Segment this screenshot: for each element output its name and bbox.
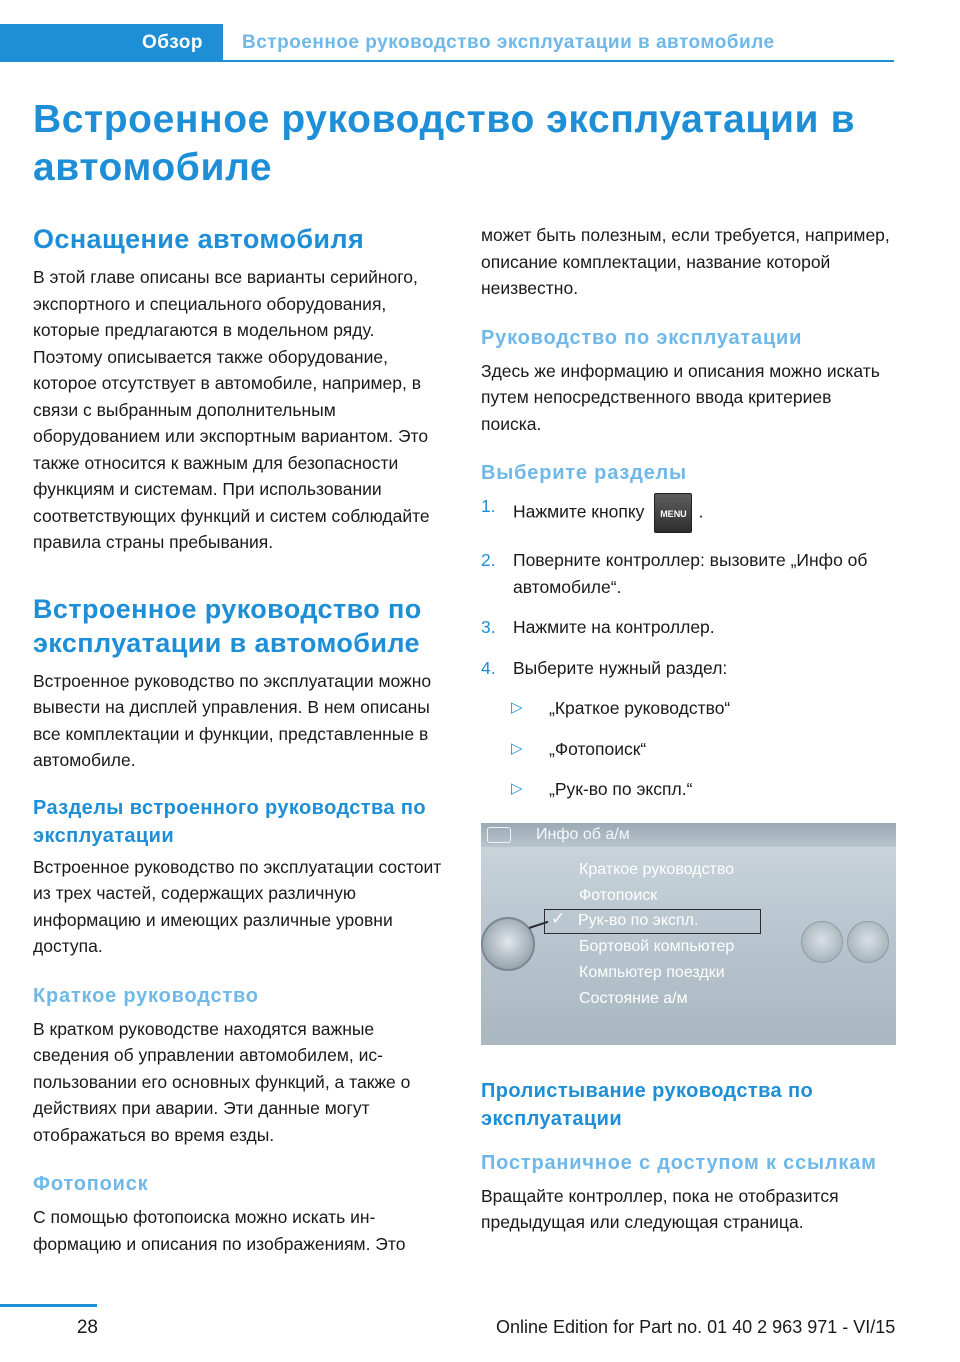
footer-divider xyxy=(0,1304,97,1307)
idrive-screen-image xyxy=(481,823,896,1045)
sub-item xyxy=(481,776,896,803)
header-divider xyxy=(223,60,894,62)
right-column xyxy=(481,222,896,1236)
screen-menu xyxy=(579,857,761,1012)
section-tab-overview: Обзор xyxy=(0,24,223,62)
section-title-quick-guide: Краткое руководство xyxy=(33,984,259,1007)
continued-text: может быть полезным, если требуется, например, описание комплектации, название которой неизвестно. xyxy=(481,225,890,298)
step-text: Поверните контроллер: вызовите „Инфо об автомобиле“. xyxy=(513,550,868,597)
step-text: Выберите нужный раздел: xyxy=(513,657,728,678)
triangle-bullet-icon: ▷ xyxy=(511,739,523,757)
step-text-end: . xyxy=(698,501,704,522)
sub-item xyxy=(481,736,896,763)
section-text-quick-guide: В кратком руководстве находятся важные сведения об управлении автомобилем, использовании его основных функций, а также о действиях при аварии. Эти данные могут отображаться во время езды. xyxy=(33,1018,411,1145)
sub-item-text: „Фотопоиск“ xyxy=(549,738,647,759)
section-title-owners-manual: Руководство по эксплуатации xyxy=(481,326,803,349)
sub-items-list xyxy=(481,695,896,803)
screen-menu-item-selected: Рук-во по экспл. xyxy=(544,909,761,934)
section-text-photo-search: С помощью фотопоиска можно искать информацию и описания по изображениям. Это xyxy=(33,1207,406,1254)
section-text-onboard-manual: Встроенное руководство по эксплуатации можно вывести на дисплей управления. В нем описаны все комплектации и функции, представленные в автомобиле. xyxy=(33,670,432,770)
settings-icon xyxy=(847,921,889,963)
screen-title: Инфо об а/м xyxy=(536,825,630,843)
breadcrumb: Встроенное руководство эксплуатации в автомобиле xyxy=(242,32,775,53)
step-number: 4. xyxy=(481,657,496,678)
step-text: Нажмите на контроллер. xyxy=(513,617,715,637)
sub-item-text: „Краткое руководство“ xyxy=(549,698,731,718)
section-text-equipment: В этой главе описаны все варианты серийного, экспортного и специального оборудования, которые предлагаются в модельном ряду. Поэтому описывается также оборудование, которое отсутствует в автомобиле, например, в связи с выбранным дополнительным оборудованием или экспортным вариантом. Это также относится к важным для безопасности функциям и системам. При использовании соответствующих функций и систем соблюдайте правила страны пребывания. xyxy=(33,267,430,552)
step-text: Нажмите кнопку xyxy=(513,501,645,522)
car-info-icon xyxy=(487,827,511,843)
step-item xyxy=(481,614,896,641)
manual-icon xyxy=(801,921,843,963)
section-title-select-sections: Выберите разделы xyxy=(481,462,687,484)
footer-edition: Online Edition for Part no. 01 40 2 963 971 - VI/15 xyxy=(496,1317,896,1337)
controller-knob-icon xyxy=(481,917,535,971)
sub-item xyxy=(481,695,896,722)
step-number: 3. xyxy=(481,617,496,637)
section-title-manual-parts: Разделы встроенного руководства по эксплуатации xyxy=(33,796,427,847)
section-title-scrolling: Пролистывание руководства по эксплуатации xyxy=(481,1079,814,1130)
section-text-owners-manual: Здесь же информацию и описания можно искать путем непосредственного ввода критериев поиска. xyxy=(481,360,880,434)
section-title-page-links: Постраничное с доступом к ссылкам xyxy=(481,1151,877,1174)
page-title: Встроенное руководство эксплуатации в автомобиле xyxy=(33,98,856,189)
section-text-page-links: Вращайте контроллер, пока не отобразится предыдущая или следующая страница. xyxy=(481,1185,839,1232)
steps-list xyxy=(481,493,896,681)
step-item xyxy=(481,493,896,533)
page-number: 28 xyxy=(76,1317,98,1338)
screen-menu-item: Компьютер поездки xyxy=(579,963,725,981)
section-title-photo-search: Фотопоиск xyxy=(33,1173,149,1195)
triangle-bullet-icon: ▷ xyxy=(511,780,523,797)
step-item xyxy=(481,547,896,600)
step-number: 2. xyxy=(481,550,496,570)
screen-header xyxy=(481,823,896,847)
section-title-onboard-manual: Встроенное руководство по эксплуатации в автомобиле xyxy=(33,593,422,658)
screen-menu-item: Бортовой компьютер xyxy=(579,937,735,955)
sub-item-text: „Рук-во по экспл.“ xyxy=(549,779,693,799)
left-column xyxy=(33,222,448,1257)
menu-button-icon: MENU xyxy=(654,493,692,533)
section-title-equipment: Оснащение автомобиля xyxy=(33,224,365,254)
step-number: 1. xyxy=(481,496,496,516)
checkmark-icon: ✓ xyxy=(551,908,566,928)
triangle-bullet-icon: ▷ xyxy=(511,699,523,716)
step-item xyxy=(481,655,896,682)
section-text-manual-parts: Встроенное руководство по эксплуатации состоит из трех частей, содержащих различную информацию и имеющих различные уровни доступа. xyxy=(33,856,442,956)
screen-menu-item: Краткое руководство xyxy=(579,860,735,878)
screen-menu-item: Фотопоиск xyxy=(579,886,658,904)
screen-menu-item: Состояние а/м xyxy=(579,989,688,1007)
